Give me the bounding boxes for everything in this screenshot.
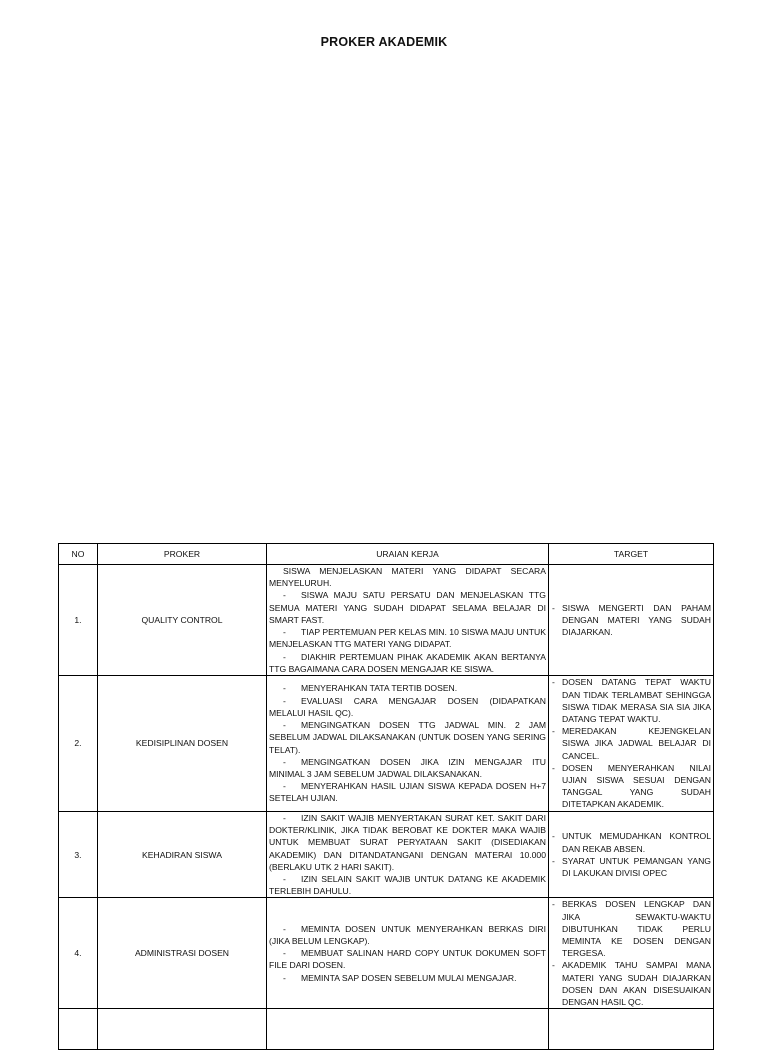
uraian-first-line: SISWA MENJELASKAN MATERI YANG DIDAPAT SECARA MENYELURUH. — [269, 566, 546, 589]
dash-bullet: - — [283, 627, 286, 638]
dash-bullet: - — [283, 590, 286, 601]
uraian-item: - MENYERAHKAN HASIL UJIAN SISWA KEPADA DOSEN H+7 SETELAH UJIAN. — [269, 781, 546, 804]
dash-bullet: - — [552, 960, 555, 971]
target-item: - SISWA MENGERTI DAN PAHAM DENGAN MATERI YANG SUDAH DIAJARKAN. — [552, 602, 711, 638]
uraian-cell — [267, 1009, 549, 1050]
dash-bullet: - — [283, 813, 286, 823]
page-title: PROKER AKADEMIK — [320, 35, 448, 49]
row-number: 2. — [59, 676, 98, 812]
dash-bullet: - — [552, 762, 555, 773]
header-proker: PROKER — [98, 544, 267, 565]
dash-bullet: - — [283, 651, 286, 662]
target-item: - MEREDAKAN KEJENGKELAN SISWA JIKA JADWAL BELAJAR DI CANCEL. — [552, 726, 711, 761]
uraian-item: - IZIN SAKIT WAJIB MENYERTAKAN SURAT KET. SAKIT DARI DOKTER/KLINIK, JIKA TIDAK BEROBAT KE DOKTER MAKA WAJIB UNTUK MEMBUAT SURAT PERYATAAN SAKIT (DISEDIAKAN AKADEMIK) DAN DITANDATANGANI DENGAN MATERAI 10.000 (BERLAKU UTK 2 HARI SAKIT). — [269, 813, 546, 872]
uraian-item: - DIAKHIR PERTEMUAN PIHAK AKADEMIK AKAN BERTANYA TTG BAGAIMANA CARA DOSEN MENGAJAR KE SISWA. — [269, 651, 546, 674]
proker-name: KEDISIPLINAN DOSEN — [98, 676, 267, 812]
header-target: TARGET — [549, 544, 714, 565]
uraian-cell — [267, 565, 549, 676]
dash-bullet: - — [283, 695, 286, 706]
dash-bullet: - — [283, 923, 286, 934]
target-cell — [549, 565, 714, 676]
row-number: 4. — [59, 898, 98, 1009]
uraian-item: - MEMINTA SAP DOSEN SEBELUM MULAI MENGAJAR. — [283, 972, 517, 983]
dash-bullet: - — [552, 726, 555, 737]
target-item: - UNTUK MEMUDAHKAN KONTROL DAN REKAB ABSEN. — [552, 831, 711, 854]
dash-bullet: - — [552, 855, 555, 866]
target-item: - SYARAT UNTUK PEMANGAN YANG DI LAKUKAN DIVISI OPEC — [552, 855, 711, 878]
uraian-item: - EVALUASI CARA MENGAJAR DOSEN (DIDAPATKAN MELALUI HASIL QC). — [269, 695, 546, 718]
uraian-item: - MENGINGATKAN DOSEN TTG JADWAL MIN. 2 JAM SEBELUM JADWAL DILAKSANAKAN (UNTUK DOSEN YANG SERING TELAT). — [269, 720, 546, 755]
dash-bullet: - — [552, 831, 555, 842]
dash-bullet: - — [283, 720, 286, 731]
uraian-item: - MEMINTA DOSEN UNTUK MENYERAHKAN BERKAS DIRI (JIKA BELUM LENGKAP). — [269, 923, 546, 947]
dash-bullet: - — [283, 948, 286, 959]
row-number: 3. — [59, 812, 98, 898]
dash-bullet: - — [552, 677, 555, 688]
uraian-item: - MEMBUAT SALINAN HARD COPY UNTUK DOKUMEN SOFT FILE DARI DOSEN. — [269, 948, 546, 971]
dash-bullet: - — [552, 602, 555, 613]
dash-bullet: - — [283, 972, 286, 983]
proker-table — [58, 543, 714, 1050]
dash-bullet: - — [283, 781, 286, 792]
table-row — [59, 898, 714, 1009]
proker-name: QUALITY CONTROL — [98, 565, 267, 676]
dash-bullet: - — [283, 756, 286, 767]
header-no: NO — [59, 544, 98, 565]
target-cell — [549, 1009, 714, 1050]
target-cell — [549, 812, 714, 898]
row-number — [59, 1009, 98, 1050]
uraian-cell — [267, 898, 549, 1009]
proker-name — [98, 1009, 267, 1050]
table-header-row — [59, 544, 714, 565]
dash-bullet: - — [283, 874, 286, 885]
target-cell — [549, 898, 714, 1009]
target-item: - DOSEN MENYERAHKAN NILAI UJIAN SISWA SESUAI DENGAN TANGGAL YANG SUDAH DITETAPKAN AKADEMIK. — [552, 762, 711, 810]
uraian-item: - TIAP PERTEMUAN PER KELAS MIN. 10 SISWA MAJU UNTUK MENJELASKAN TTG MATERI YANG DIDAPAT. — [269, 627, 546, 650]
dash-bullet: - — [552, 899, 555, 910]
row-number: 1. — [59, 565, 98, 676]
target-item: - DOSEN DATANG TEPAT WAKTU DAN TIDAK TERLAMBAT SEHINGGA SISWA TIDAK MERASA SIA SIA JIKA DATANG TEPAT WAKTU. — [552, 677, 711, 724]
uraian-item: - MENYERAHKAN TATA TERTIB DOSEN. — [283, 683, 458, 694]
uraian-item: - MENGINGATKAN DOSEN JIKA IZIN MENGAJAR ITU MINIMAL 3 JAM SEBELUM JADWAL DILAKSANAKAN. — [269, 756, 546, 779]
table-row — [59, 565, 714, 676]
header-uraian: URAIAN KERJA — [267, 544, 549, 565]
table-row — [59, 812, 714, 898]
table-row — [59, 1009, 714, 1050]
target-cell — [549, 676, 714, 812]
table-row — [59, 676, 714, 812]
proker-name: KEHADIRAN SISWA — [98, 812, 267, 898]
target-item: - AKADEMIK TAHU SAMPAI MANA MATERI YANG SUDAH DIAJARKAN DOSEN DAN AKAN DISESUAIKAN DENGAN HASIL QC. — [552, 960, 711, 1008]
target-item: - BERKAS DOSEN LENGKAP DAN JIKA SEWAKTU-WAKTU DIBUTUHKAN TIDAK PERLU MEMINTA KE DOSEN DENGAN TERGESA. — [552, 899, 711, 959]
uraian-item: - SISWA MAJU SATU PERSATU DAN MENJELASKAN TTG SEMUA MATERI YANG SUDAH DIDAPAT SELAMA BELAJAR DI SMART FAST. — [269, 590, 546, 625]
dash-bullet: - — [283, 683, 286, 694]
uraian-cell — [267, 812, 549, 898]
proker-name: ADMINISTRASI DOSEN — [98, 898, 267, 1009]
uraian-item: - IZIN SELAIN SAKIT WAJIB UNTUK DATANG KE AKADEMIK TERLEBIH DAHULU. — [269, 874, 546, 897]
uraian-cell — [267, 676, 549, 812]
